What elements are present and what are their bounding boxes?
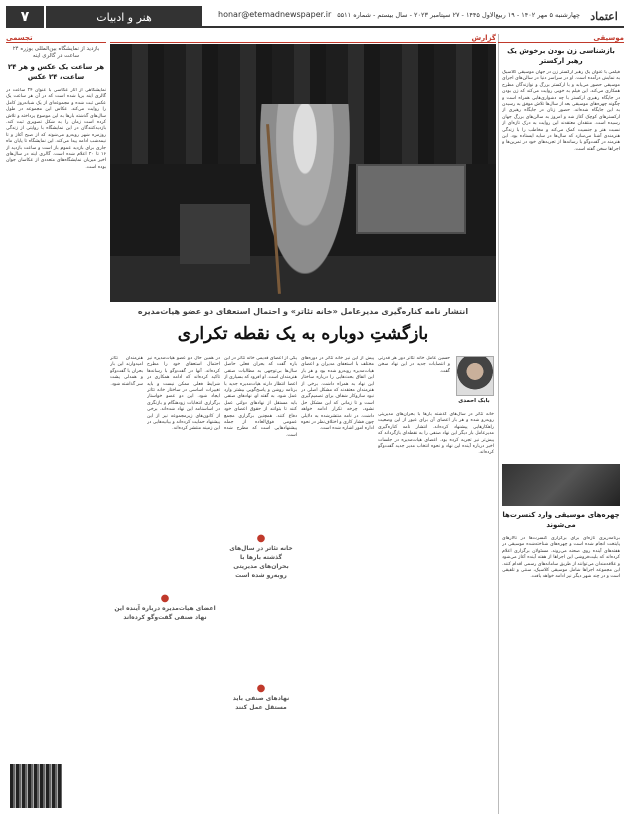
pull-quote-3: ● نهادهای صنفی باید مستقل عمل کنند (226, 684, 296, 712)
left-tag-rule (6, 42, 106, 43)
main-story-photo (110, 44, 496, 302)
quote-mark-icon: ● (160, 593, 170, 604)
author-box (454, 356, 494, 410)
right-article-photo (502, 464, 620, 506)
main-headline: بازگشتِ دوباره به یک نقطه تکراری (177, 324, 429, 344)
section-email[interactable]: honar@etemadnewspaper.ir (218, 10, 332, 19)
main-column-5: هنرمندان تئاتر امیدوارند این بار بحران با گفت‌وگو و همدلی پشت سر گذاشته شود. (110, 356, 143, 387)
main-column-2: پیش از این نیز خانه تئاتر در دوره‌های مختلف با استعفای مدیران و اعضای هیات‌مدیره روبه‌رو شده بود و هر بار این اتفاق بحث‌هایی را درباره ساختار این نهاد به همراه داشت. برخی از هنرمندان معتقدند که مشکل اصلی در نبود سازوکار شفاف برای تصمیم‌گیری است و تا زمانی که این مشکل حل نشود، چرخه تکرار ادامه خواهد داشت. در نامه منتشرشده به دلایلی چون فشار کاری و اختلاف‌نظر در نحوه اداره امور اشاره شده است. (301, 356, 374, 432)
main-kicker: انتشار نامه کناره‌گیری مدیرعامل «خانه تئاتر» و احتمال استعفای دو عضو هیات‌مدیره (137, 307, 469, 316)
photo-seat (180, 204, 250, 264)
page-number: ۷ (6, 6, 44, 28)
right-article-body: فیلمی با عنوان یک رهبر ارکستر زن در جهان موسیقی کلاسیک به نمایش درآمده است. او در سراسر دنیا در سالن‌های اجرای موسیقی حضور می‌یابد و با ارکستر بزرگ و نوازندگان مطرح همکاری می‌کند. این فیلم به‌ خوبی روایت می‌کند که زن بودن در جایگاه رهبری ارکستر با چه دشواری‌هایی همراه است و چگونه چهره‌های موسیقی بعد از سال‌ها تلاش موفق به رسیدن به این جایگاه شده‌اند. حضور زنان در جایگاه رهبری از ارکسترهای کوچک آغاز شد و امروز به سالن‌های بزرگ جهان رسیده است. منتقدان معتقدند این روایت به درک تازه‌ای از نسبت هنر و جنسیت کمک می‌کند و مخاطب را با زندگی هنرمندی آشنا می‌سازد که سال‌ها در سایه ایستاده بود. این هنرمند در گفت‌وگو با رسانه‌ها از تجربه‌های خود در تمرین‌ها و اجراها سخن گفته است. (502, 70, 620, 152)
main-story (110, 34, 496, 814)
right-tag-rule (498, 42, 624, 43)
left-subhead: بازدید از نمایشگاه بین‌المللی بوزره ۲۴ ساعت در گالری اینه (12, 46, 100, 59)
left-headline: هر ساعت یک عکس و هر ۲۴ ساعت، ۲۴ عکس (7, 63, 105, 81)
main-column-1a: حسین عامل خانه تئاتر دور هر قدرتی و انتصابات جدید در این نهاد سخن گفت. (378, 356, 450, 374)
section-title: هنر و ادبیات (46, 6, 202, 28)
right-headline: بازشناسی زن بودن برخوش یک رهبر ارکستر (507, 47, 615, 65)
right-headline-2: چهره‌های موسیقی وارد کنسرت‌ها می‌شوند (502, 511, 620, 529)
right-section-tag: موسیقی (593, 34, 624, 42)
newspaper-logo: اعتماد (590, 9, 618, 23)
date-line: چهارشنبه ۵ مهر ۱۴۰۲ - ۱۹ ربیع‌الاول ۱۴۴۵ - ۲۷ سپتامبر ۲۰۲۳ - سال بیستم - شماره ۵۵۱۱ (337, 11, 580, 19)
main-column-4: در همین حال دو عضو هیات‌مدیره نیز احتمال استعفای خود را مطرح کرده‌اند. آنها در گفت‌وگو با رسانه‌ها تاکید کرده‌اند که ادامه همکاری در شرایط فعلی ممکن نیست و باید تغییرات اساسی در ساختار خانه تئاتر ایجاد شود. این دو عضو خواستار برگزاری انتخابات زودهنگام و بازنگری در اساسنامه این نهاد شده‌اند. برخی از کانون‌های زیرمجموعه نیز از این پیشنهاد حمایت کرده‌اند و بیانیه‌هایی در این زمینه منتشر کرده‌اند. (147, 356, 220, 432)
left-column (6, 34, 106, 814)
left-article-photo (10, 764, 62, 808)
main-tag-rule (110, 42, 496, 43)
author-name: بابک احمدی (458, 398, 490, 404)
main-column-3: یکی از اعضای قدیمی خانه تئاتر در این باره گفت که بحران فعلی حاصل سال‌ها بی‌توجهی به مطالبات صنفی هنرمندان است. او افزود که بسیاری از اعضا انتظار دارند هیات‌مدیره جدید با برنامه روشن و پاسخ‌گویی بیشتر وارد عمل شود. به گفته او، نهادهای صنفی باید مستقل از نهادهای دولتی عمل کنند تا بتوانند از حقوق اعضای خود دفاع کنند. همچنین برگزاری مجمع عمومی فوق‌العاده از جمله پیشنهادهایی است که مطرح شده است. (224, 356, 297, 438)
author-photo (456, 356, 494, 396)
pull-quote-1: ● خانه تئاتر در سال‌های گذشته بارها با بحران‌های مدیریتی روبه‌رو شده است (226, 534, 296, 580)
right-column (498, 34, 624, 814)
right-article-body-2: برنامه‌ریزی تازه‌ای برای برگزاری کنسرت‌ها در تالارهای پایتخت انجام شده است و چهره‌های شناخته‌شده موسیقی در هفته‌های آینده روی صحنه می‌روند. مسئولان برگزاری اعلام کرده‌اند که بلیت‌فروشی این اجراها از هفته آینده آغاز می‌شود و علاقه‌مندان می‌توانند از طریق سامانه‌های رسمی اقدام کنند. این مجموعه اجراها شامل موسیقی کلاسیک، سنتی و تلفیقی است و در چند شهر دیگر نیز ادامه خواهد یافت. (502, 536, 620, 580)
main-section-tag: گزارش (471, 34, 496, 42)
quote-mark-icon: ● (256, 533, 266, 544)
quote-mark-icon: ● (256, 683, 266, 694)
pull-quote-2: ● اعضای هیات‌مدیره درباره آینده این نهاد صنفی گفت‌وگو کرده‌اند (110, 594, 220, 622)
left-section-tag: تجسمی (6, 34, 33, 42)
photo-wooden-chest (356, 164, 466, 234)
page-header (6, 6, 624, 28)
main-column-1: خانه تئاتر در سال‌های گذشته بارها با بحران‌های مدیریتی روبه‌رو شده و هر بار اعضای آن برای عبور از این وضعیت راهکارهایی پیشنهاد کرده‌اند. انتشار نامه کناره‌گیری مدیرعامل بار دیگر این نهاد صنفی را به نقطه‌ای بازگرداند که پیش‌تر نیز تجربه کرده بود. اعضای هیات‌مدیره در جلسات اخیر درباره آینده این نهاد و نحوه انتخاب مدیر جدید گفت‌وگو کرده‌اند. (378, 412, 494, 456)
left-article-body: نمایشگاهی از آثار عکاسی با عنوان ۲۴ ساعت در گالری اینه برپا شده است که در آن هر ساعت یک عکس ثبت شده و مجموعه‌ای از یک شبانه‌روز کامل را روایت می‌کند. عکاس این مجموعه در طول سال‌های گذشته بارها به این موضوع پرداخته و تلاش کرده است زمان را به شکل تصویری ثبت کند. بازدیدکنندگان در این نمایشگاه با روایتی از زندگی روزمره شهر روبه‌رو می‌شوند که از صبح آغاز و تا نیمه‌شب ادامه پیدا می‌کند. این نمایشگاه تا پایان ماه جاری برای بازدید عموم باز است و ساعت بازدید از ۱۶ تا ۲۰ اعلام شده است. گالری اینه در سال‌های اخیر میزبان نمایشگاه‌های متعددی از عکاسان جوان بوده است. (6, 88, 106, 170)
